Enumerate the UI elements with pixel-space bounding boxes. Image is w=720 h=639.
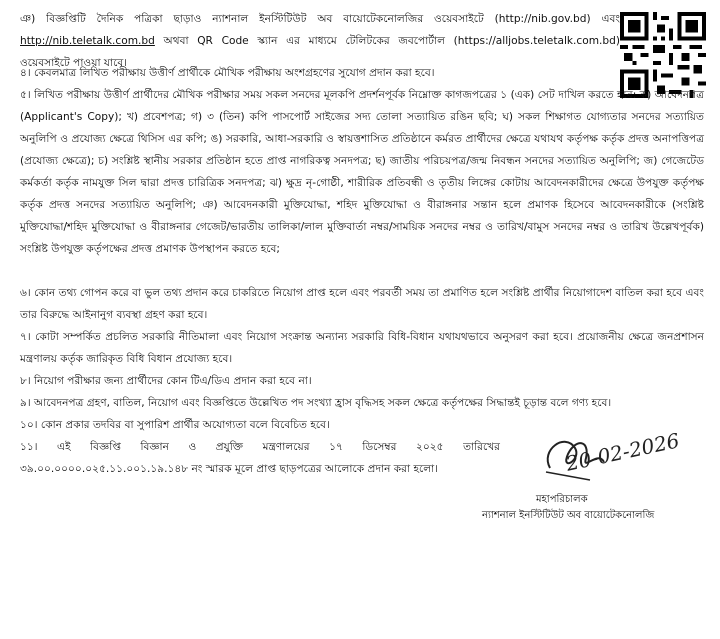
- paragraph-9: ৯। আবেদনপত্র গ্রহণ, বাতিল, নিয়োগ এবং বিজ্ঞপ্তিতে উল্লেখিত পদ সংখ্যা হ্রাস বৃদ্ধিসহ সকল ক্ষেত্রে কর্তৃপক্ষের সিদ্ধান্তই চূড়ান্ত বলে গণ্য হবে।: [20, 397, 612, 409]
- paragraph-4: ৪। কেবলমাত্র লিখিত পরীক্ষায় উত্তীর্ণ প্রার্থীকে মৌখিক পরীক্ষায় অংশগ্রহণের সুযোগ প্রদান করা হবে।: [20, 67, 435, 79]
- paragraph-5: ৫। লিখিত পরীক্ষায় উত্তীর্ণ প্রার্থীদের মৌখিক পরীক্ষার সময় সকল সনদের মূলকপি প্রদর্শনপূর্বক নিম্নোক্ত কাগজপত্রের ১ (এক) সেট দাখিল করতে হবে: ক) আবেদনপত্র (Applicant's Copy); খ) প্রবেশপত্র; গ) ৩ (তিন) কপি পাসপোর্ট সাইজের সদ্য তোলা সত্যায়িত রঙিন ছবি; ঘ) সকল শিক্ষাগত যোগ্যতার সনদের সত্যায়িত অনুলিপি ও প্রযোজ্য ক্ষেত্রে থিসিস এর কপি; ঙ) সরকারি, আধা-সরকারি ও স্বায়ত্তশাসিত প্রতিষ্ঠানে কর্মরত প্রার্থীদের ক্ষেত্রে যথাযথ কর্তৃপক্ষ কর্তৃক প্রদত্ত অনাপত্তিপত্র (প্রযোজ্য ক্ষেত্রে); চ) সংশ্লিষ্ট স্থানীয় সরকার প্রতিষ্ঠান হতে প্রাপ্ত নাগরিকত্ব সনদপত্র; ছ) জাতীয় পরিচয়পত্র/জন্ম নিবন্ধন সনদের সত্যায়িত অনুলিপি; জ) গেজেটেড কর্মকর্তা কর্তৃক নামযুক্ত সিল দ্বারা প্রদত্ত চারিত্রিক সনদপত্র; ঝ) ক্ষুদ্র নৃ-গোষ্ঠী, শারীরিক প্রতিবন্ধী ও তৃতীয় লিঙ্গের কোটায় আবেদনকারীদের ক্ষেত্রে উপযুক্ত কর্তৃপক্ষ কর্তৃক প্রদত্ত সনদের সত্যায়িত অনুলিপি; ঞ) আবেদনকারী মুক্তিযোদ্ধা, শহিদ মুক্তিযোদ্ধা ও বীরাঙ্গনার সন্তান হলে প্রমাণক হিসেবে আবেদনকারীকে (সংশ্লিষ্ট মুক্তিযোদ্ধা/শহিদ মুক্তিযোদ্ধা ও বীরাঙ্গনার গেজেট/ভারতীয় তালিকা/লাল মুক্তিবার্তা নম্বর/সাময়িক সনদের নম্বর ও তারিখ/বামুস সনদের নম্বর ও তারিখ উল্লেখপূর্বক) সংশ্লিষ্ট উপযুক্ত কর্তৃপক্ষের প্রদত্ত প্রমাণক উপস্থাপন করতে হবে;: [20, 89, 704, 255]
- teletalk-link[interactable]: http://nib.teletalk.com.bd: [20, 35, 155, 47]
- designation-title: মহাপরিচালক: [536, 494, 588, 505]
- paragraph-website-text: ঞ) বিজ্ঞপ্তিটি দৈনিক পত্রিকা ছাড়াও ন্যাশনাল ইনস্টিটিউট অব বায়োটেকনোলজির ওয়েবসাইটে (http://nib.gov.bd) এবং: [20, 13, 620, 25]
- paragraph-8: ৮। নিয়োগ পরীক্ষার জন্য প্রার্থীদের কোন টিএ/ডিএ প্রদান করা হবে না।: [20, 375, 312, 387]
- paragraph-website-text-2: অথবা QR Code স্ক্যান এর মাধ্যমে টেলিটকের জবপোর্টাল (https://alljobs.teletalk.com.bd) ওয়েবসাইটে পাওয়া যাবে।: [20, 35, 620, 69]
- signature-date: 20-02-2026: [563, 428, 682, 476]
- paragraph-6: ৬। কোন তথ্য গোপন করে বা ভুল তথ্য প্রদান করে চাকরিতে নিয়োগ প্রাপ্ত হলে এবং পরবর্তী সময় তা প্রমাণিত হলে সংশ্লিষ্ট প্রার্থীর নিয়োগাদেশ বাতিল করা হবে এবং তার বিরুদ্ধে আইনানুগ ব্যবস্থা গ্রহণ করা হবে।: [20, 287, 704, 321]
- paragraph-10: ১০। কোন প্রকার তদবির বা সুপারিশ প্রার্থীর অযোগ্যতা বলে বিবেচিত হবে।: [20, 419, 330, 431]
- paragraph-7: ৭। কোটা সম্পর্কিত প্রচলিত সরকারি নীতিমালা এবং নিয়োগ সংক্রান্ত অন্যান্য সরকারি বিধি-বিধান যথাযথভাবে অনুসরণ করা হবে। প্রয়োজনীয় ক্ষেত্রে জনপ্রশাসন মন্ত্রণালয় কর্তৃক জারিকৃত বিধি বিধান প্রযোজ্য হবে।: [20, 331, 704, 365]
- paragraph-11: ১১। এই বিজ্ঞপ্তি বিজ্ঞান ও প্রযুক্তি মন্ত্রণালয়ের ১৭ ডিসেম্বর ২০২৫ তারিখের ৩৯.০০.০০০০.০২৫.১১.০০১.১৯.১৪৮ নং স্মারক মূলে প্রাপ্ত ছাড়পত্রের আলোকে প্রদান করা হলো।: [20, 441, 500, 475]
- organization-name: ন্যাশনাল ইনস্টিটিউট অব বায়োটেকনোলজি: [482, 510, 655, 521]
